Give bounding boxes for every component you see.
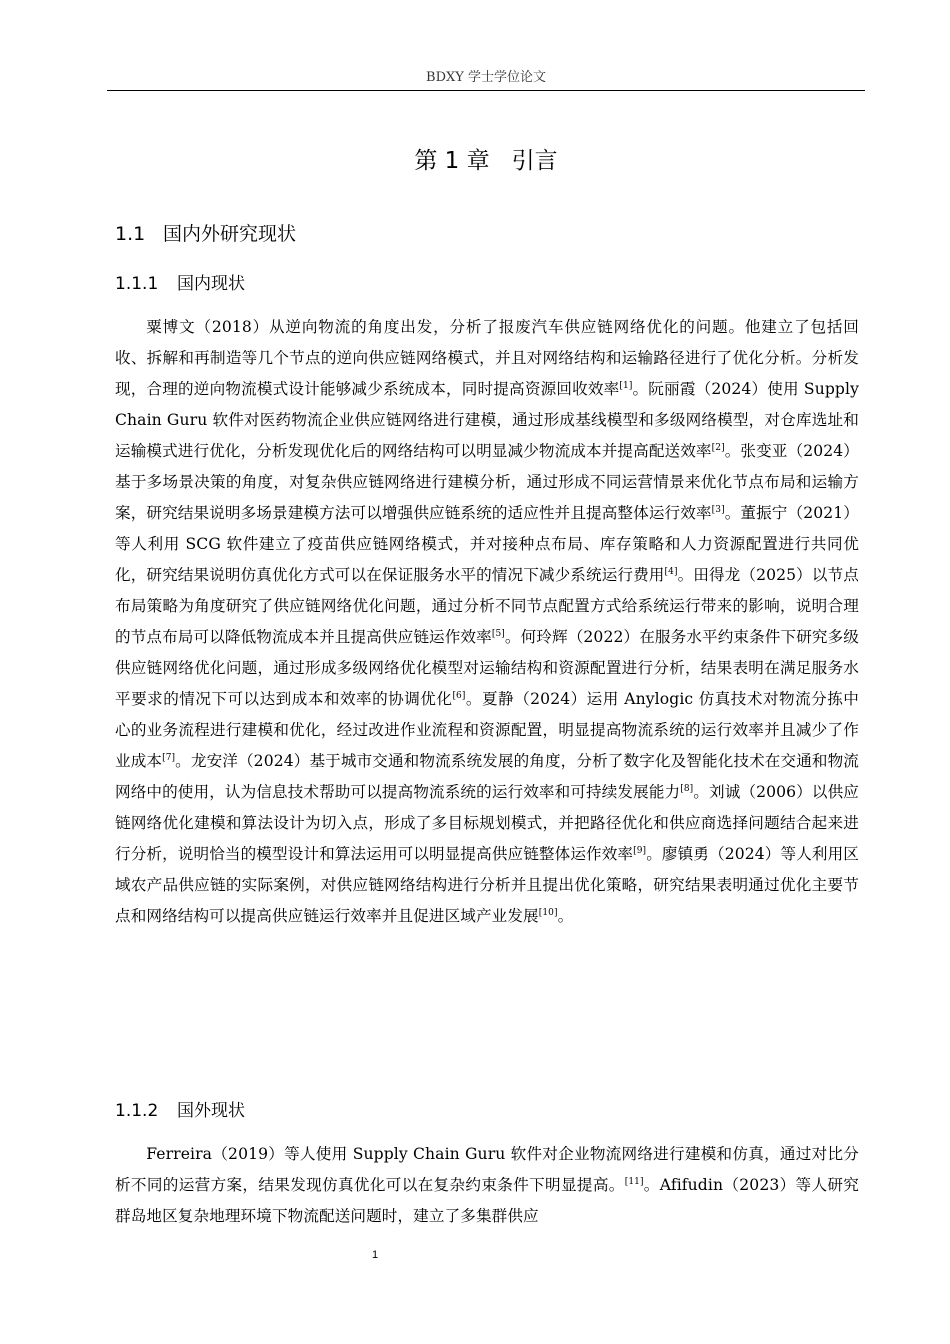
paragraph-text: 。龙安洋（2024）基于城市交通和物流系统发展的角度，分析了数字化及智能化技术在交通和物流网络中的使用，认为信息技术帮助可以提高物流系统的运行效率和可持续发展能力 — [115, 752, 859, 801]
section-title: 国内外研究现状 — [163, 223, 297, 245]
paragraph-text: 。夏静（2024）运用 Anylogic 仿真技术对物流分拣中心的业务流程进行建模和优化，经过改进作业流程和资源配置，明显提高物流系统的运行效率并且减少了作业成本 — [115, 690, 859, 770]
subsection-number: 1.1.1 — [115, 274, 159, 294]
foreign-paragraph — [115, 1139, 859, 1232]
subsection-number: 1.1.2 — [115, 1101, 159, 1121]
citation-marker[interactable]: [11] — [624, 1176, 644, 1187]
paragraph-text: 粟博文（2018）从逆向物流的角度出发，分析了报废汽车供应链网络优化的问题。他建立了包括回收、拆解和再制造等几个节点的逆向供应链网络模式，并且对网络结构和运输路径进行了优化分析。分析发现，合理的逆向物流模式设计能够减少系统成本，同时提高资源回收效率 — [115, 318, 859, 398]
page-number: 1 — [371, 1249, 379, 1261]
running-header: BDXY 学士学位论文 — [426, 70, 546, 85]
subsection-heading-domestic — [115, 270, 245, 298]
paragraph-text: 。田得龙（2025）以节点布局策略为角度研究了供应链网络优化问题，通过分析不同节点配置方式给系统运行带来的影响，说明合理的节点布局可以降低物流成本并且提高供应链运作效率 — [115, 566, 859, 646]
citation-marker[interactable]: [3] — [711, 504, 725, 515]
subsection-title: 国外现状 — [177, 1101, 245, 1121]
citation-marker[interactable]: [8] — [680, 783, 694, 794]
citation-marker[interactable]: [6] — [452, 690, 466, 701]
paragraph-text: 。何玲辉（2022）在服务水平约束条件下研究多级供应链网络优化问题，通过形成多级网络优化模型对运输结构和资源配置进行分析，结果表明在满足服务水平要求的情况下可以达到成本和效率的协调优化 — [115, 628, 859, 708]
paragraph-text: Ferreira（2019）等人使用 Supply Chain Guru 软件对企业物流网络进行建模和仿真，通过对比分析不同的运营方案，结果发现仿真优化可以在复杂约束条件下明显提高。 — [115, 1145, 859, 1194]
paragraph-text: 。张变亚（2024）基于多场景决策的角度，对复杂供应链网络进行建模分析，通过形成不同运营情景来优化节点布局和运输方案，研究结果说明多场景建模方法可以增强供应链系统的适应性并且提高整体运行效率 — [115, 442, 859, 522]
citation-marker[interactable]: [2] — [711, 442, 725, 453]
domestic-paragraph — [115, 312, 859, 932]
paragraph-text: 。Afifudin（2023）等人研究群岛地区复杂地理环境下物流配送问题时，建立了多集群供应 — [115, 1176, 859, 1225]
citation-marker[interactable]: [9] — [633, 845, 647, 856]
citation-marker[interactable]: [5] — [491, 628, 505, 639]
paragraph-text: 。阮丽霞（2024）使用 Supply Chain Guru 软件对医药物流企业供应链网络进行建模，通过形成基线模型和多级网络模型，对仓库选址和运输模式进行优化，分析发现优化后的网络结构可以明显减少物流成本并提高配送效率 — [115, 380, 860, 460]
section-number: 1.1 — [115, 223, 146, 245]
citation-marker[interactable]: [7] — [162, 752, 176, 763]
header-rule — [107, 90, 865, 91]
paragraph-text: 。 — [557, 907, 574, 925]
citation-marker[interactable]: [10] — [538, 907, 558, 918]
chapter-name: 引言 — [511, 148, 558, 174]
chapter-number: 第 1 章 — [414, 148, 490, 174]
paragraph-text: 。刘诚（2006）以供应链网络优化建模和算法设计为切入点，形成了多目标规划模式，并把路径优化和供应商选择问题结合起来进行分析，说明恰当的模型设计和算法运用可以明显提高供应链整体运作效率 — [115, 783, 859, 863]
citation-marker[interactable]: [4] — [664, 566, 678, 577]
chapter-title — [107, 143, 865, 179]
section-heading — [115, 219, 296, 249]
subsection-title: 国内现状 — [177, 274, 245, 294]
paragraph-text: 。廖镇勇（2024）等人利用区域农产品供应链的实际案例，对供应链网络结构进行分析并且提出优化策略，研究结果表明通过优化主要节点和网络结构可以提高供应链运行效率并且促进区域产业发展 — [115, 845, 859, 925]
paragraph-text: 。董振宁（2021）等人利用 SCG 软件建立了疫苗供应链网络模式，并对接种点布局、库存策略和人力资源配置进行共同优化，研究结果说明仿真优化方式可以在保证服务水平的情况下减少系统运行费用 — [115, 504, 859, 584]
subsection-heading-foreign — [115, 1097, 245, 1125]
citation-marker[interactable]: [1] — [619, 380, 633, 391]
